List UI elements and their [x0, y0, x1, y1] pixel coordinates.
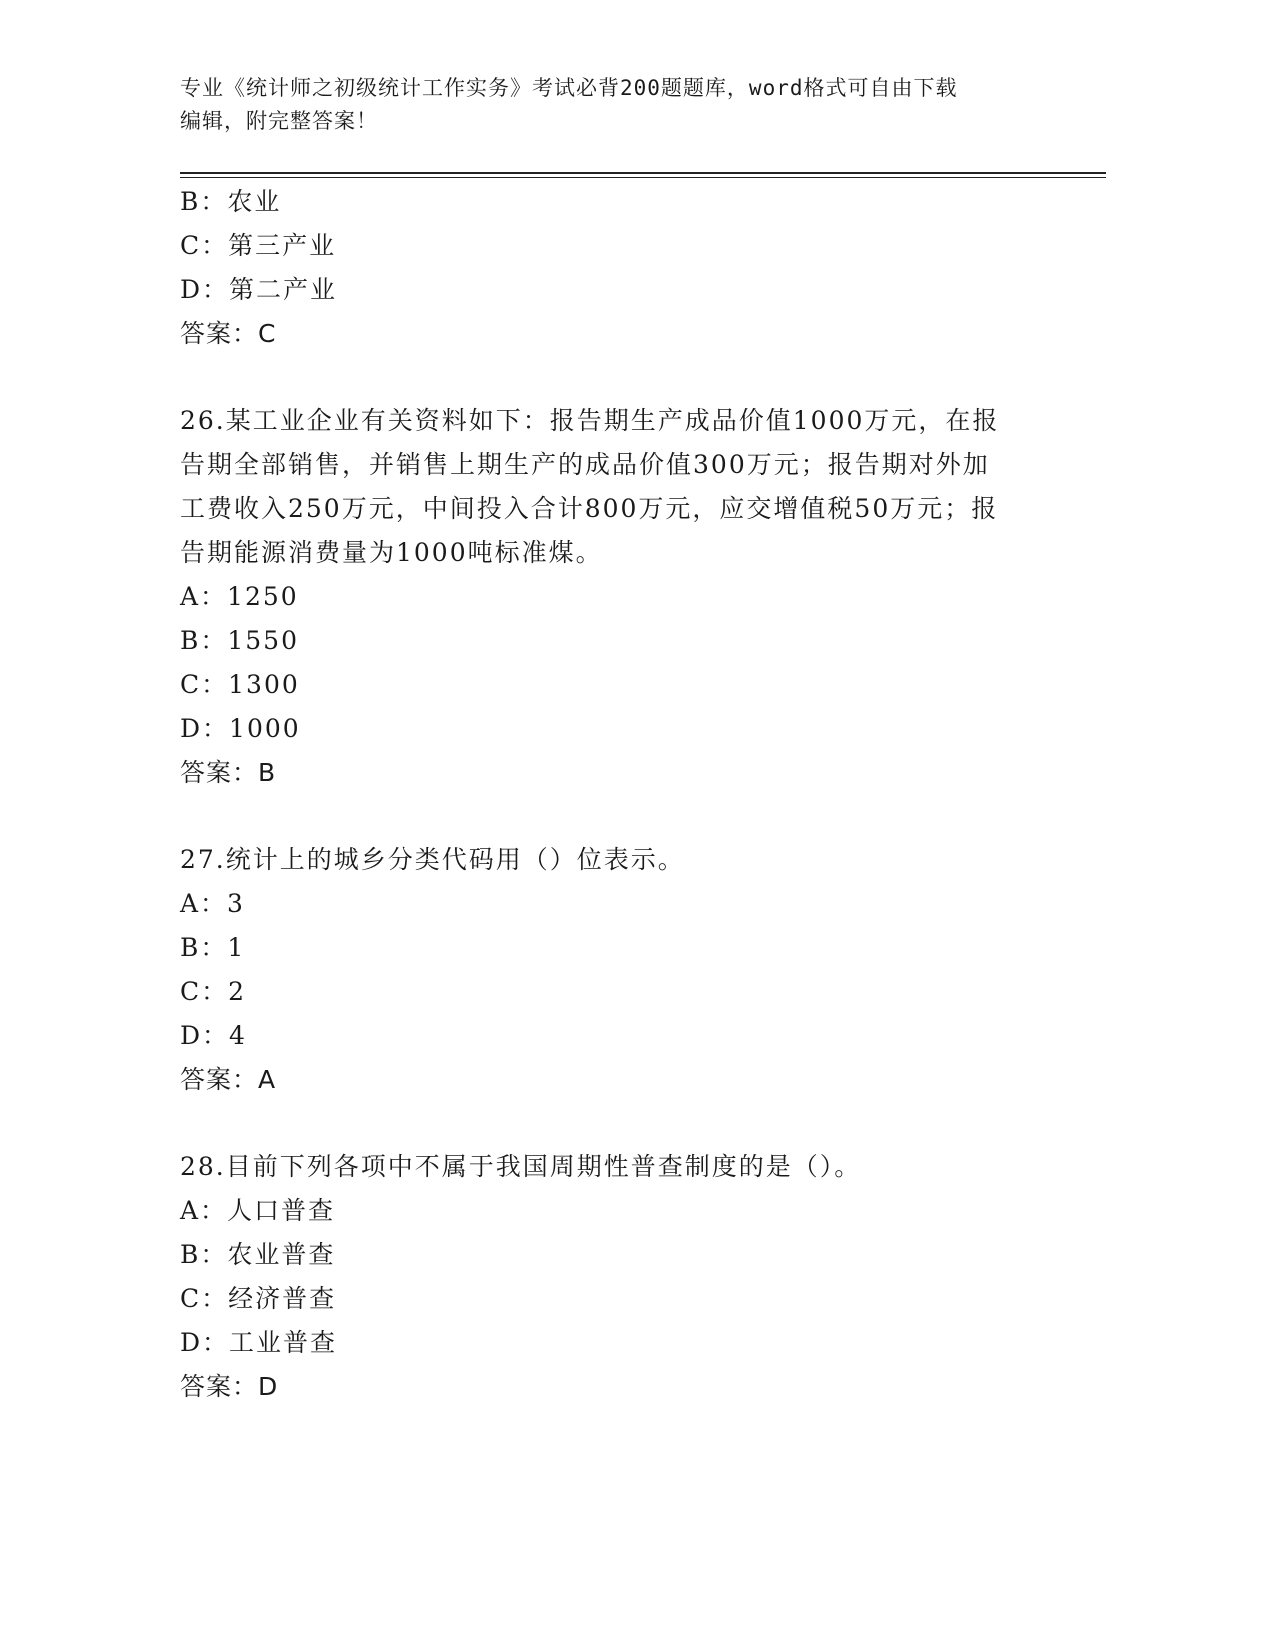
question-text-line: 27.统计上的城乡分类代码用（）位表示。 [180, 845, 685, 874]
question-text-line: 26.某工业企业有关资料如下：报告期生产成品价值1000万元，在报 [180, 406, 1000, 435]
question-26 [180, 399, 1060, 795]
option-c: C：经济普查 [180, 1284, 337, 1313]
answer-line: 答案：B [180, 758, 277, 787]
option-d: D：4 [180, 1021, 247, 1050]
header-divider-thick [180, 172, 1106, 174]
answer-line: 答案：D [180, 1372, 279, 1401]
option-b: B：1 [180, 933, 246, 962]
header-line-2: 编辑，附完整答案！ [180, 109, 378, 133]
question-text-line: 告期能源消费量为1000吨标准煤。 [180, 538, 603, 567]
header-line-1: 专业《统计师之初级统计工作实务》考试必背200题题库，word格式可自由下载 [180, 76, 958, 100]
option-c: C：1300 [180, 670, 300, 699]
question-27 [180, 838, 1060, 1102]
answer-line: 答案：A [180, 1065, 277, 1094]
question-list [180, 180, 1060, 1409]
option-a: A：3 [180, 889, 245, 918]
option-a: A：1250 [180, 582, 299, 611]
question-spacer [180, 795, 1060, 838]
question-spacer [180, 356, 1060, 399]
option-d: D：第二产业 [180, 275, 338, 304]
question-text-line: 28.目前下列各项中不属于我国周期性普查制度的是（）。 [180, 1152, 862, 1181]
option-d: D：1000 [180, 714, 301, 743]
option-c: C：第三产业 [180, 231, 337, 260]
option-b: B：1550 [180, 626, 299, 655]
document-header [180, 72, 1060, 138]
option-a: A：人口普查 [180, 1196, 336, 1225]
question-28 [180, 1145, 1060, 1409]
answer-line: 答案：C [180, 319, 277, 348]
option-d: D：工业普查 [180, 1328, 338, 1357]
option-b: B：农业 [180, 187, 282, 216]
question-spacer [180, 1102, 1060, 1145]
option-c: C：2 [180, 977, 247, 1006]
question-text-line: 工费收入250万元，中间投入合计800万元，应交增值税50万元；报 [180, 494, 999, 523]
header-divider-thin [180, 177, 1106, 178]
option-b: B：农业普查 [180, 1240, 336, 1269]
question-25-tail [180, 180, 1060, 356]
question-text-line: 告期全部销售，并销售上期生产的成品价值300万元；报告期对外加 [180, 450, 990, 479]
